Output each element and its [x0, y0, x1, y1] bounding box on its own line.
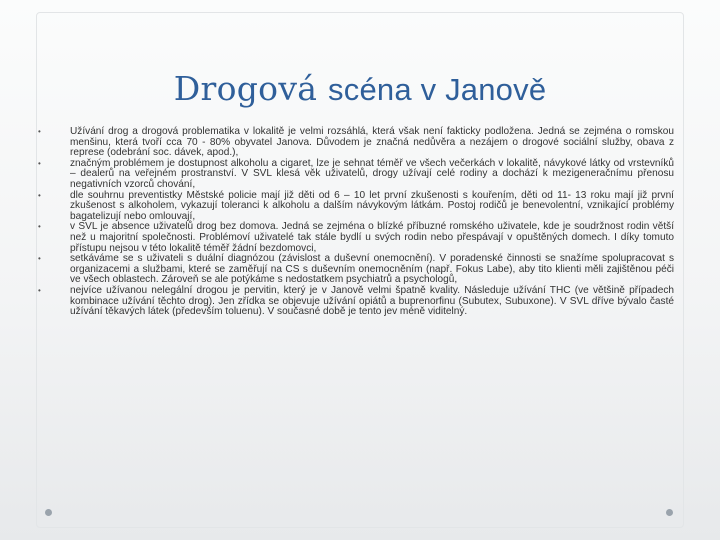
bullet-icon: •	[38, 158, 41, 168]
bullet-item	[38, 222, 674, 254]
bullet-text: značným problémem je dostupnost alkoholu a cigaret, lze je sehnat téměř ve všech večerkách v lokalitě, návykové látky od vrstevníků – dealerů na veřejném prostranství. V SVL klesá věk uživatelů, drogy užívají celé rodiny a dochází k mezigeneračnímu přenosu negativních vzorců chování,	[70, 157, 674, 190]
bullet-text: dle souhrnu preventistky Městské policie mají již děti od 6 – 10 let první zkušenosti s kouřením, děti od 11- 13 roku mají již první zkušenost s alkoholem, vykazují toleranci k alkoholu a dalším návykovým látkám. Postoj rodičů je benevolentní, vznikající problémy bagatelizují nebo omlouvají,	[70, 189, 674, 222]
bullet-text: v SVL je absence uživatelů drog bez domova. Jedná se zejména o blízké příbuzné romského uživatele, kde je soudržnost rodin větší než u majoritní společnosti. Problémoví uživatelé tak stále bydlí u svých rodin nebo přespávají v opuštěných domech. I díky tomuto přístupu nejsou v této lokalitě téměř žádní bezdomovci,	[70, 221, 674, 254]
decor-dot-left	[45, 509, 52, 516]
bullet-item	[38, 191, 674, 223]
bullet-item	[38, 286, 674, 318]
bullet-icon: •	[38, 222, 41, 232]
decor-dot-right	[666, 509, 673, 516]
bullet-icon: •	[38, 285, 41, 295]
bullet-item	[38, 159, 674, 191]
bullet-item	[38, 127, 674, 159]
bullet-text: setkáváme se s uživateli s duální diagnózou (závislost a duševní onemocnění). V poradenské činnosti se snažíme spolupracovat s organizacemi a službami, které se zaměřují na CS s duševním onemocněním (např. Fokus Labe), aby tito klienti měli zajištěnou péči ve všech oblastech. Zároveň se ale potýkáme s nedostatkem psychiatrů a psychologů,	[70, 253, 674, 286]
bullet-text: Užívání drog a drogová problematika v lokalitě je velmi rozsáhlá, která však není fakticky podložena. Jedná se zejména o romskou menšinu, která tvoří cca 70 - 80% obyvatel Janova. Důvodem je značná nedůvěra a nezájem o drogové sociální služby, obava z represe (odebrání soc. dávek, apod.),	[70, 126, 674, 159]
bullet-icon: •	[38, 127, 41, 136]
bullet-icon: •	[38, 254, 41, 264]
bullet-item	[38, 254, 674, 286]
bullet-icon: •	[38, 190, 41, 200]
bullet-text: nejvíce užívanou nelegální drogou je pervitin, který je v Janově velmi špatně kvality. Následuje užívání THC (ve většině případech kombinace užívání těchto drog). Jen zřídka se objevuje užívání opiátů a buprenorfinu (Subutex, Subuxone). V SVL dříve bývalo časté užívání těkavých látek (především toluenu). V současné době je tento jev méně viditelný.	[70, 284, 674, 318]
slide-title	[0, 69, 720, 108]
title-part-1: Drogová	[173, 69, 329, 108]
bullet-list	[38, 127, 674, 318]
title-part-2: scéna v Janově	[328, 72, 547, 107]
